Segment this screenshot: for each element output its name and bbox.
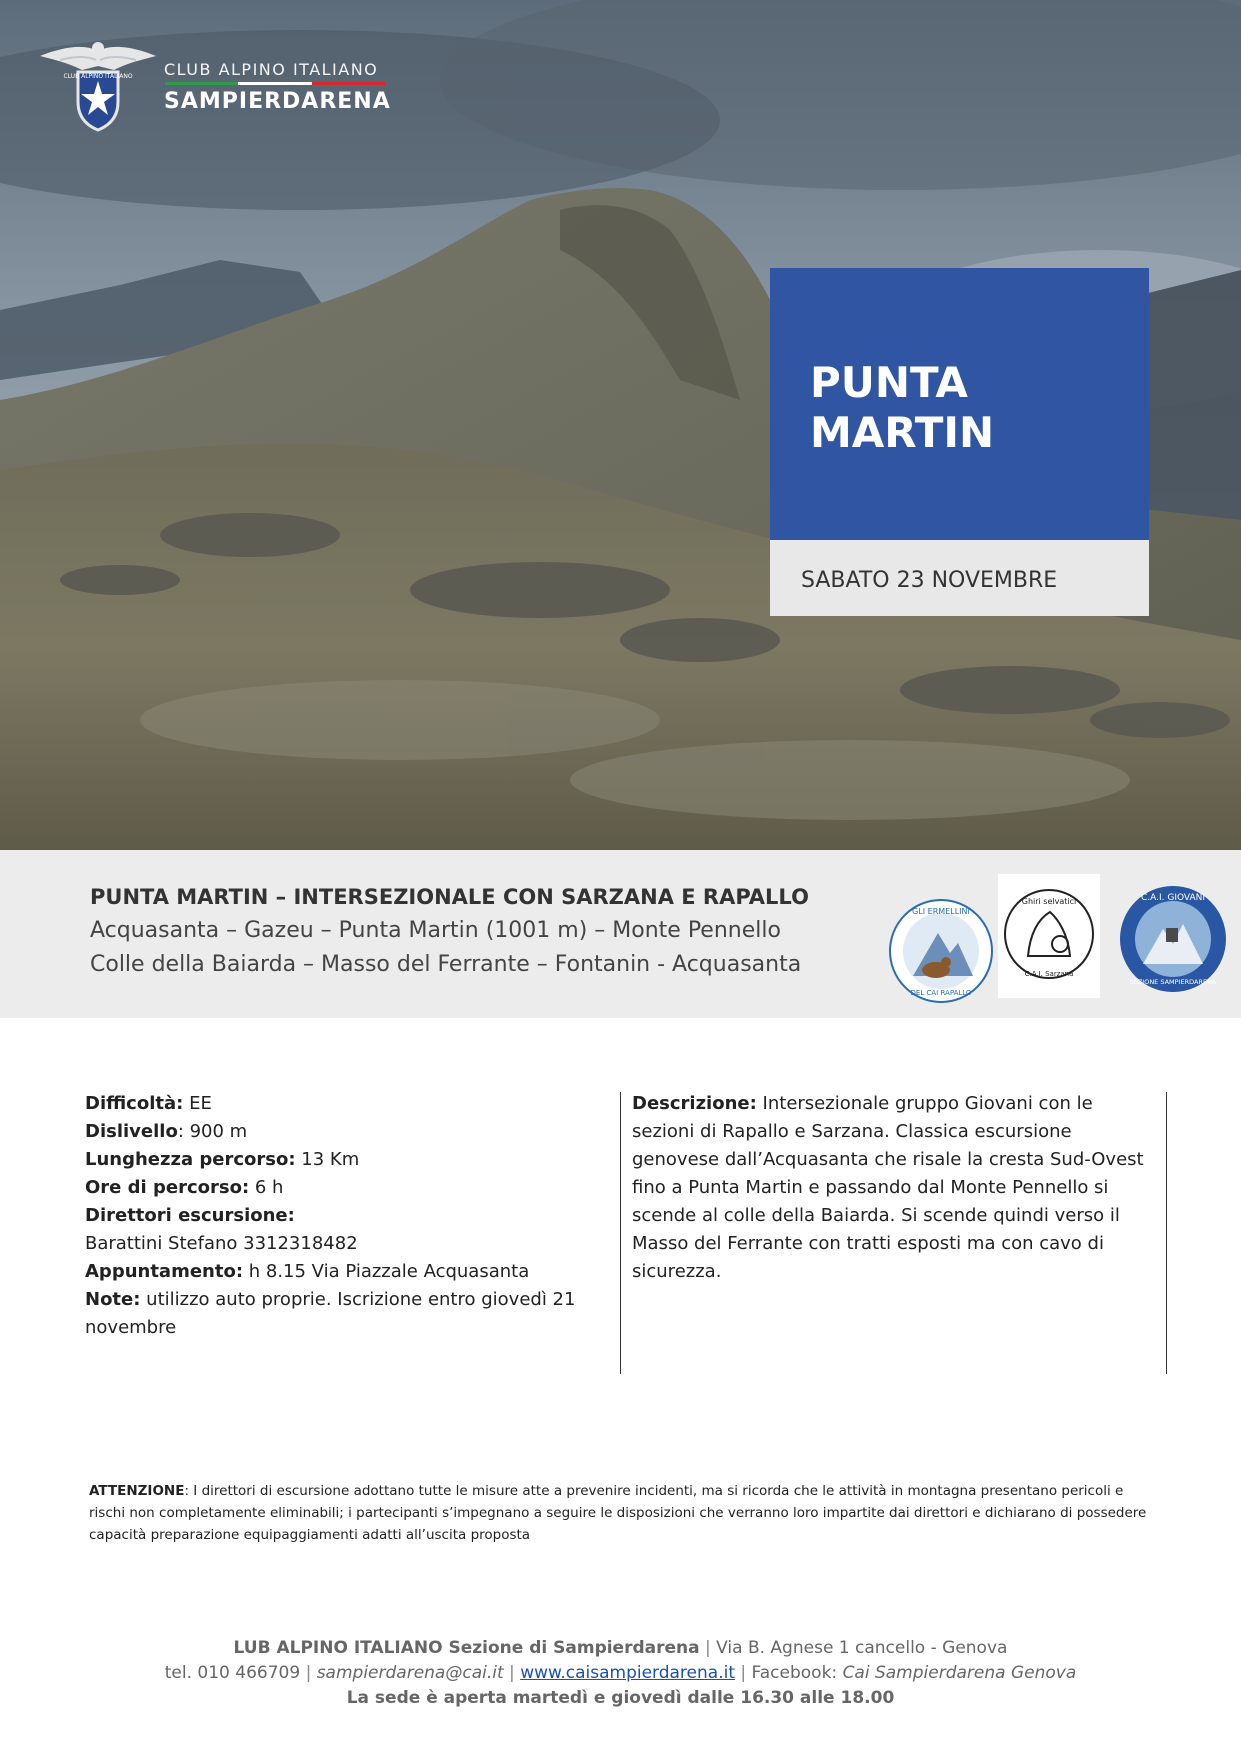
footer-separator: | — [305, 1663, 312, 1683]
footer-org: LUB ALPINO ITALIANO Sezione di Sampierdarena — [233, 1638, 700, 1658]
route-band — [0, 850, 1241, 1018]
detail-difficolta-label: Difficoltà: — [85, 1093, 184, 1114]
excursion-details — [85, 1090, 615, 1342]
detail-appuntamento-value: h 8.15 Via Piazzale Acquasanta — [243, 1261, 530, 1282]
cai-brand — [30, 26, 410, 136]
warning-text: : I direttori di escursione adottano tutte le misure atte a prevenire incidenti, ma si ricorda che le attività in montagna presentano pericoli e rischi non completamente eliminabili; i partecipanti s’impegnano a seguire le disposizioni che verranno loro impartite dai direttori e dichiarano di possedere capacità preparazione equipaggiamenti adatti all’uscita proposta — [89, 1483, 1147, 1543]
ghiri-selvatici-sarzana-logo — [998, 874, 1100, 998]
detail-difficolta — [85, 1090, 615, 1118]
footer-phone: tel. 010 466709 — [164, 1663, 301, 1683]
description-text: Intersezionale gruppo Giovani con le sezioni di Rapallo e Sarzana. Classica escursione genovese dall’Acquasanta che risale la cresta Sud-Ovest fino a Punta Martin e passando dal Monte Pennello si scende al colle della Baiarda. Si scende quindi verso il Masso del Ferrante con tratti esposti ma con cavo di sicurezza. — [632, 1093, 1144, 1282]
detail-direttori — [85, 1202, 615, 1230]
detail-note-value: utilizzo auto proprie. Iscrizione entro giovedì 21 novembre — [85, 1289, 576, 1338]
detail-direttori-label: Direttori escursione: — [85, 1205, 295, 1226]
italian-tricolor-stripe — [165, 82, 385, 85]
svg-text:C.A.I. GIOVANI: C.A.I. GIOVANI — [1140, 893, 1206, 903]
column-divider-left — [620, 1092, 621, 1374]
footer-facebook-label: Facebook: — [751, 1663, 838, 1683]
brand-club-name: CLUB ALPINO ITALIANO — [164, 60, 379, 79]
route-heading: PUNTA MARTIN – INTERSEZIONALE CON SARZANA E RAPALLO — [90, 885, 809, 909]
event-title-line1: PUNTA — [810, 358, 968, 407]
detail-lunghezza-value: 13 Km — [295, 1149, 360, 1170]
event-title — [810, 358, 1149, 458]
detail-appuntamento-label: Appuntamento: — [85, 1261, 244, 1282]
event-title-line2: MARTIN — [810, 408, 995, 457]
svg-text:C.A.I. Sarzana: C.A.I. Sarzana — [1024, 970, 1074, 978]
svg-text:GLI ERMELLINI: GLI ERMELLINI — [912, 907, 970, 916]
hero-photo — [0, 0, 1241, 850]
footer-facebook-value: Cai Sampierdarena Genova — [842, 1663, 1077, 1683]
route-line-2: Colle della Baiarda – Masso del Ferrante – Fontanin - Acquasanta — [90, 952, 802, 977]
detail-ore — [85, 1174, 615, 1202]
cai-giovani-sampierdarena-logo — [1118, 884, 1228, 994]
detail-appuntamento — [85, 1258, 615, 1286]
footer-separator: | — [509, 1663, 515, 1683]
event-date-box — [770, 540, 1149, 616]
route-line-1: Acquasanta – Gazeu – Punta Martin (1001 m) – Monte Pennello — [90, 918, 781, 943]
footer-line-1 — [0, 1636, 1241, 1661]
description-label: Descrizione: — [632, 1093, 757, 1114]
svg-text:Ghiri selvatici: Ghiri selvatici — [1021, 897, 1077, 906]
detail-lunghezza — [85, 1146, 615, 1174]
detail-direttori-value: Barattini Stefano 3312318482 — [85, 1233, 358, 1254]
event-date: SABATO 23 NOVEMBRE — [801, 568, 1058, 593]
detail-lunghezza-label: Lunghezza percorso: — [85, 1149, 296, 1170]
detail-ore-value: 6 h — [249, 1177, 284, 1198]
ermellini-rapallo-logo — [888, 898, 994, 1004]
footer-website-link[interactable]: www.caisampierdarena.it — [520, 1663, 735, 1683]
warning-label: ATTENZIONE — [89, 1483, 185, 1499]
detail-dislivello — [85, 1118, 615, 1146]
detail-dislivello-value: : 900 m — [177, 1121, 248, 1142]
footer-separator: | — [740, 1663, 747, 1683]
svg-text:DEL CAI RAPALLO: DEL CAI RAPALLO — [910, 989, 972, 997]
excursion-description — [632, 1090, 1152, 1286]
footer-hours: La sede è aperta martedì e giovedì dalle 16.30 alle 18.00 — [346, 1688, 895, 1708]
detail-ore-label: Ore di percorso: — [85, 1177, 250, 1198]
cai-eagle-emblem-icon — [30, 26, 166, 136]
svg-text:SEZIONE SAMPIERDARENA: SEZIONE SAMPIERDARENA — [1129, 978, 1217, 986]
svg-text:CLUB ALPINO ITALIANO: CLUB ALPINO ITALIANO — [63, 73, 133, 80]
footer-email[interactable]: sampierdarena@cai.it — [316, 1663, 504, 1683]
footer-separator: | — [705, 1638, 711, 1658]
column-divider-right — [1166, 1092, 1167, 1374]
detail-dislivello-label: Dislivello — [85, 1121, 178, 1142]
footer — [0, 1636, 1241, 1711]
safety-warning — [89, 1480, 1149, 1546]
footer-line-2 — [0, 1661, 1241, 1686]
brand-section-name: SAMPIERDARENA — [164, 89, 391, 114]
event-title-box — [770, 268, 1149, 540]
detail-difficolta-value: EE — [183, 1093, 212, 1114]
footer-address: Via B. Agnese 1 cancello - Genova — [716, 1638, 1008, 1658]
detail-note-label: Note: — [85, 1289, 141, 1310]
detail-note — [85, 1286, 615, 1342]
